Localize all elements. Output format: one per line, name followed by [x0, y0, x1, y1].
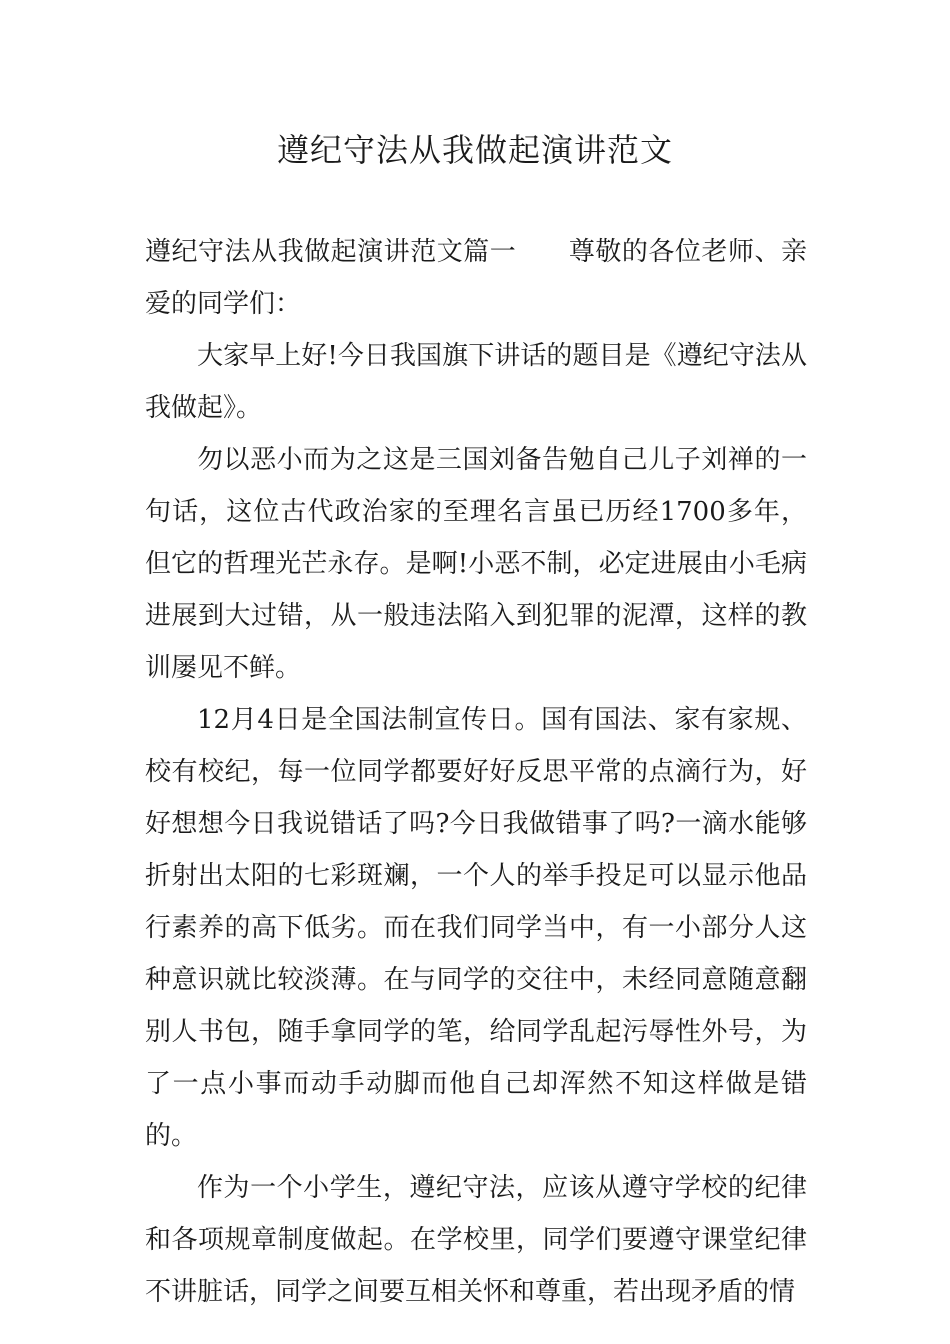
body-paragraph: 12月4日是全国法制宣传日。国有国法、家有家规、校有校纪，每一位同学都要好好反思平常的点滴行为，好好想想今日我说错话了吗?今日我做错事了吗?一滴水能够折射出太阳的七彩斑斓，一个人的举手投足可以显示他品行素养的高下低劣。而在我们同学当中，有一小部分人这种意识就比较淡薄。在与同学的交往中，未经同意随意翻别人书包，随手拿同学的笔，给同学乱起污辱性外号，为了一点小事而动手动脚而他自己却浑然不知这样做是错的。	[145, 705, 807, 1151]
document-title: 遵纪守法从我做起演讲范文	[276, 131, 673, 169]
intro-paragraph	[145, 226, 807, 330]
intro-heading: 遵纪守法从我做起演讲范文篇一	[145, 237, 517, 267]
body-paragraph: 作为一个小学生，遵纪守法，应该从遵守学校的纪律和各项规章制度做起。在学校里，同学们要遵守课堂纪律不讲脏话，同学之间要互相关怀和尊重，若出现矛盾的情	[145, 1173, 807, 1307]
body-paragraph: 勿以恶小而为之这是三国刘备告勉自己儿子刘禅的一句话，这位古代政治家的至理名言虽已历经1700多年，但它的哲理光芒永存。是啊!小恶不制，必定进展由小毛病进展到大过错，从一般违法陷入到犯罪的泥潭，这样的教训屡见不鲜。	[145, 445, 807, 683]
intro-greeting: 尊敬的各位老师、亲爱的同学们：	[145, 237, 807, 319]
document-body	[145, 226, 807, 1318]
body-paragraph: 大家早上好!今日我国旗下讲话的题目是《遵纪守法从我做起》。	[145, 341, 807, 423]
